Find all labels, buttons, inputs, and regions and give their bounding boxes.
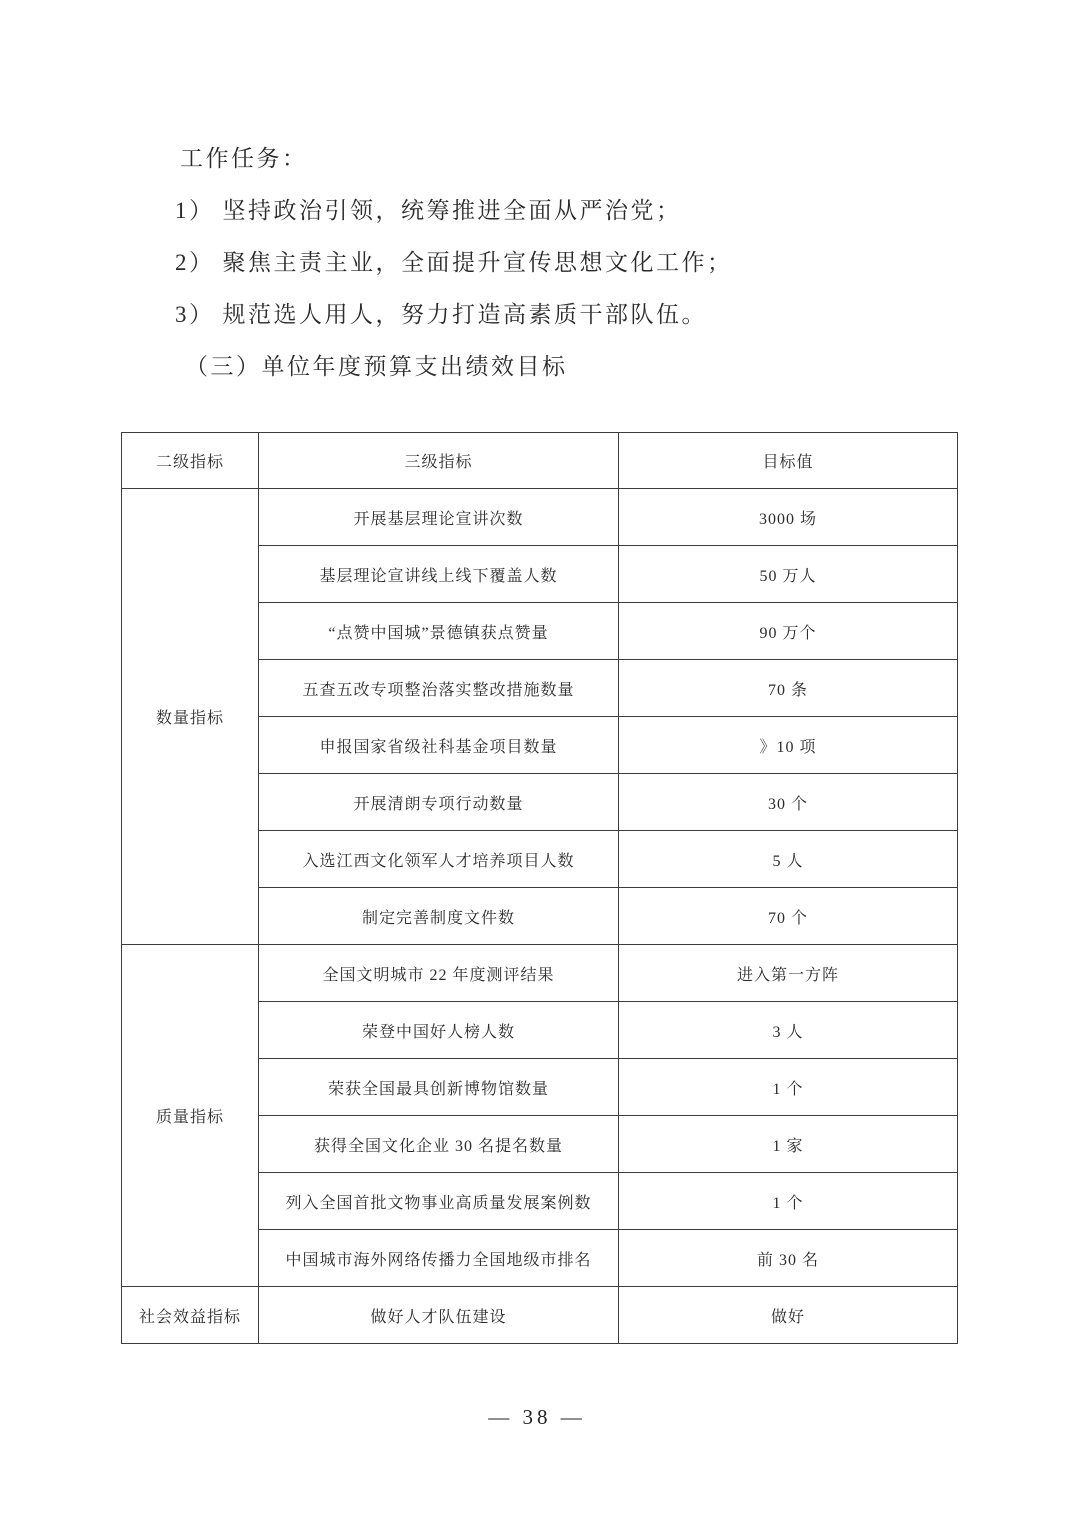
task-item-2 [175, 237, 935, 289]
target-cell: 1 家 [619, 1116, 958, 1173]
target-cell: 前 30 名 [619, 1230, 958, 1287]
indicator-cell: 荣获全国最具创新博物馆数量 [259, 1059, 619, 1116]
group-social-benefit-indicators: 社会效益指标 [122, 1287, 259, 1344]
indicator-cell: 制定完善制度文件数 [259, 888, 619, 945]
task-item-1-number: 1） [175, 198, 215, 223]
page-number: — 38 — [488, 1405, 586, 1429]
task-item-1 [175, 185, 935, 237]
target-cell: 30 个 [619, 774, 958, 831]
indicator-cell: 全国文明城市 22 年度测评结果 [259, 945, 619, 1002]
indicator-cell: 列入全国首批文物事业高质量发展案例数 [259, 1173, 619, 1230]
indicator-cell: 基层理论宣讲线上线下覆盖人数 [259, 546, 619, 603]
indicator-cell: 开展基层理论宣讲次数 [259, 489, 619, 546]
intro-text-block [175, 133, 935, 393]
indicator-cell: 荣登中国好人榜人数 [259, 1002, 619, 1059]
task-title: 工作任务： [180, 146, 308, 171]
table-row [122, 1287, 958, 1344]
target-cell: 1 个 [619, 1173, 958, 1230]
group-quantity-indicators: 数量指标 [122, 489, 259, 945]
indicator-cell: “点赞中国城”景德镇获点赞量 [259, 603, 619, 660]
target-cell: 做好 [619, 1287, 958, 1344]
header-target-value: 目标值 [619, 433, 958, 489]
task-item-1-text: 坚持政治引领，统筹推进全面从严治党； [222, 198, 682, 223]
task-item-2-text: 聚焦主责主业，全面提升宣传思想文化工作； [222, 250, 733, 275]
header-tertiary-indicator: 三级指标 [259, 433, 619, 489]
target-cell: 70 个 [619, 888, 958, 945]
target-cell: 3 人 [619, 1002, 958, 1059]
task-item-3 [175, 289, 935, 341]
section-heading: （三）单位年度预算支出绩效目标 [185, 354, 568, 379]
performance-indicators-table [121, 432, 958, 1344]
target-cell: 》10 项 [619, 717, 958, 774]
group-quality-indicators: 质量指标 [122, 945, 259, 1287]
target-cell: 3000 场 [619, 489, 958, 546]
indicator-cell: 开展清朗专项行动数量 [259, 774, 619, 831]
header-secondary-indicator: 二级指标 [122, 433, 259, 489]
indicator-cell: 中国城市海外网络传播力全国地级市排名 [259, 1230, 619, 1287]
task-item-3-text: 规范选人用人，努力打造高素质干部队伍。 [222, 302, 707, 327]
task-item-2-number: 2） [175, 250, 215, 275]
target-cell: 1 个 [619, 1059, 958, 1116]
indicator-cell: 获得全国文化企业 30 名提名数量 [259, 1116, 619, 1173]
target-cell: 90 万个 [619, 603, 958, 660]
indicator-cell: 入选江西文化领军人才培养项目人数 [259, 831, 619, 888]
table-row [122, 489, 958, 546]
table-row [122, 945, 958, 1002]
table-header-row [122, 433, 958, 489]
indicator-cell: 五查五改专项整治落实整改措施数量 [259, 660, 619, 717]
target-cell: 5 人 [619, 831, 958, 888]
target-cell: 70 条 [619, 660, 958, 717]
indicator-cell: 申报国家省级社科基金项目数量 [259, 717, 619, 774]
target-cell: 50 万人 [619, 546, 958, 603]
target-cell: 进入第一方阵 [619, 945, 958, 1002]
indicator-cell: 做好人才队伍建设 [259, 1287, 619, 1344]
task-item-3-number: 3） [175, 302, 215, 327]
